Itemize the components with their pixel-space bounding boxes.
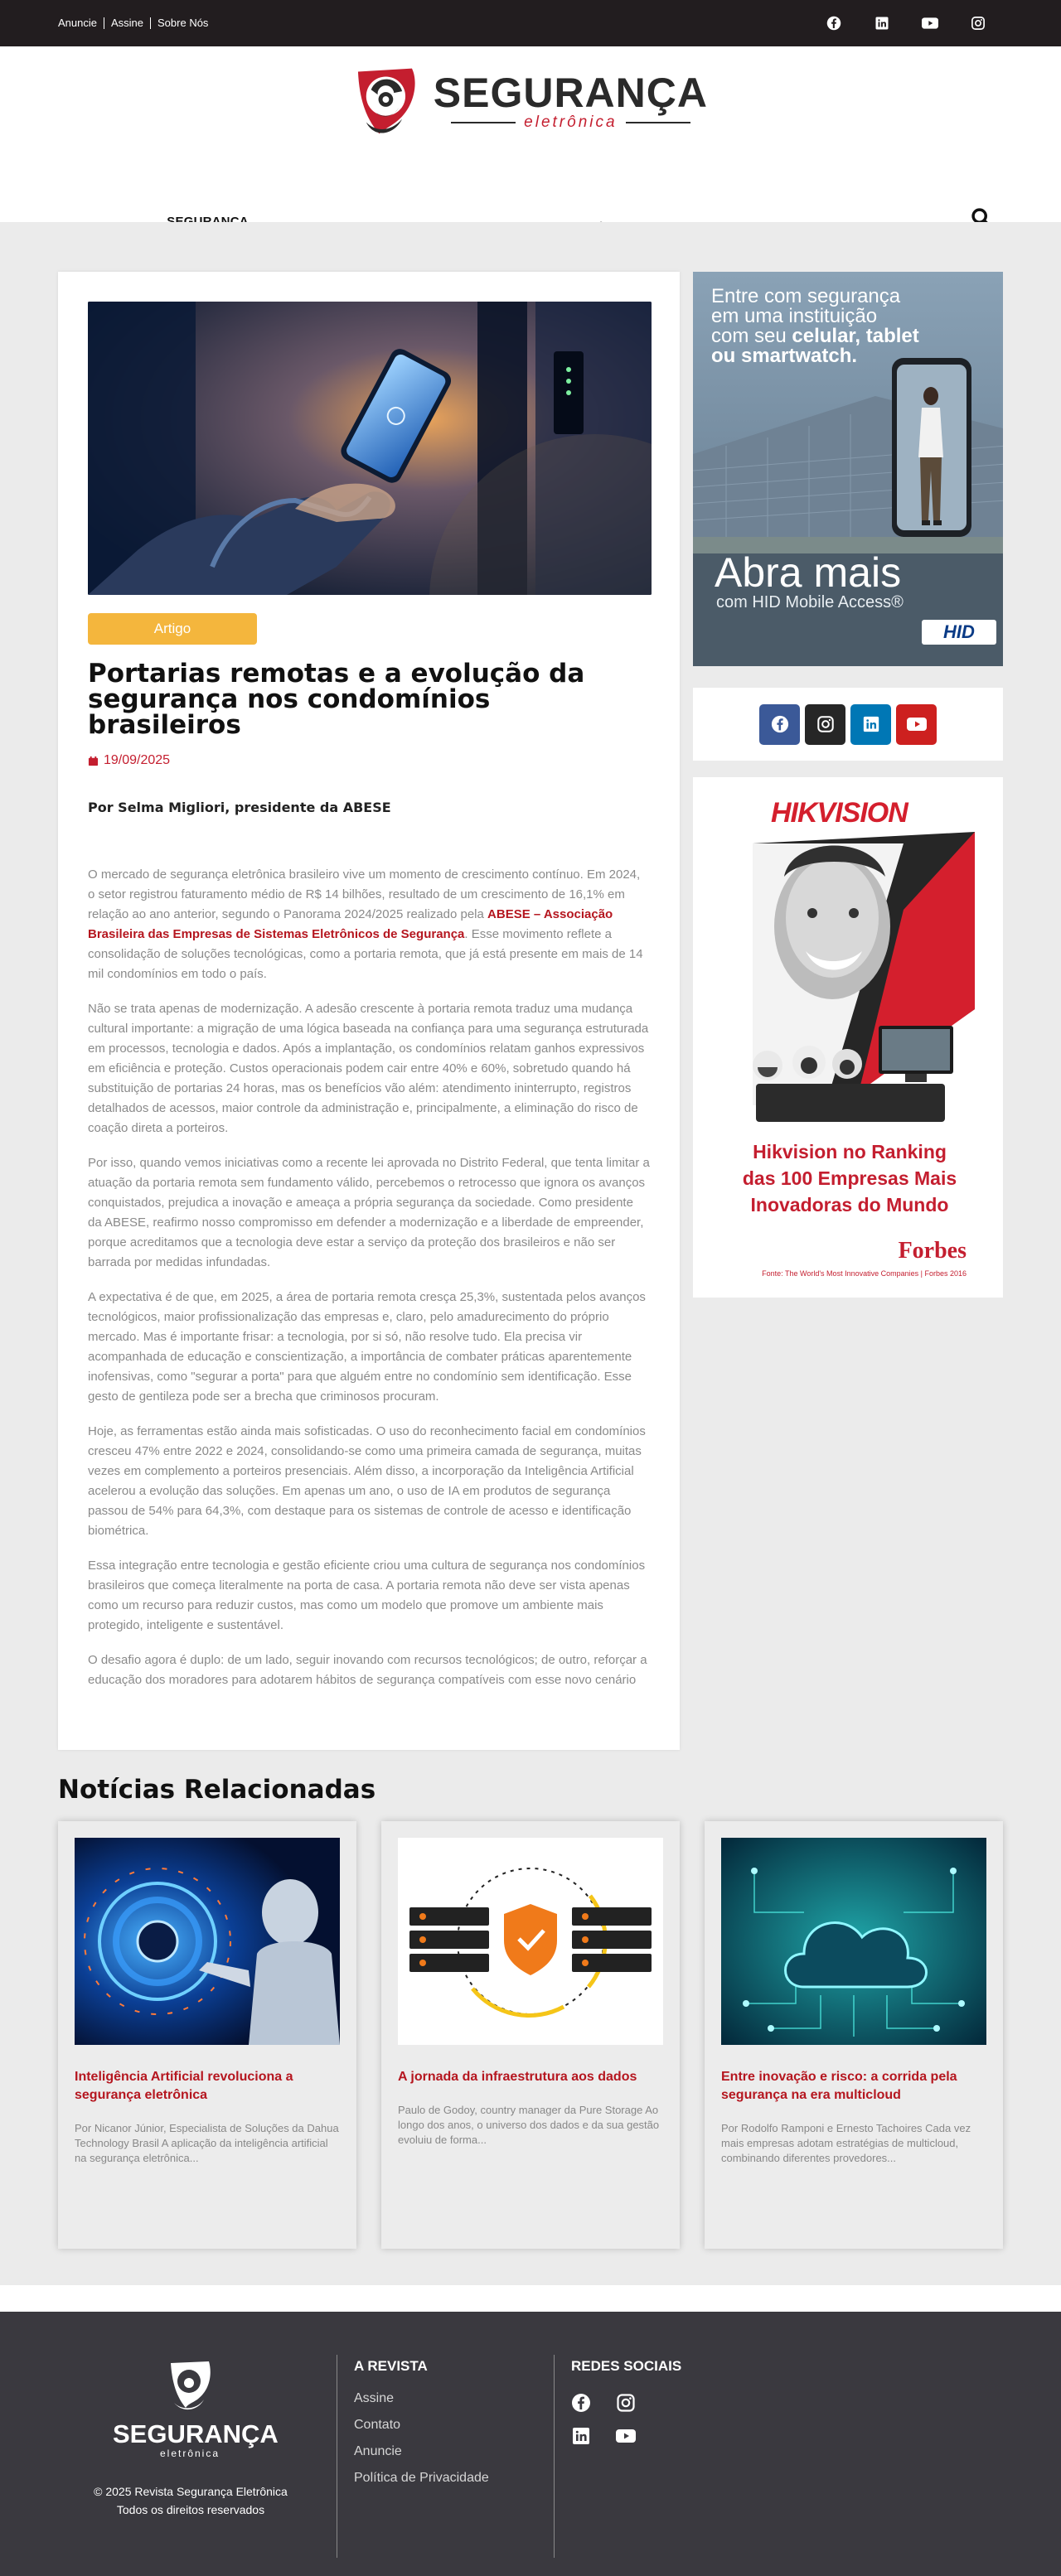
facebook-icon[interactable] [759, 704, 800, 745]
hikvision-ad-banner[interactable]: HIKVISION Hikvision no Ranking das 100 Empresas Mais Inovadoras do Mundo Forbes Fonte: The World's Most Innovative Companies | Forbes 2016 [693, 777, 1003, 1298]
article [58, 272, 680, 1750]
paragraph: Não se trata apenas de modernização. A adesão crescente à portaria remota traduz uma mudança cultural importante: a migração de uma lógica baseada na confiança para uma segurança estruturada em processos, tecnologia e dados. Após a implantação, os condomínios relatam ganhos expressivos em eficiência e proteção. Custos operacionais podem cair entre 40% e 60%, sobretudo quando há substituição de portarias 24 horas, mas os benefícios vão além: atendimento ininterrupto, registros detalhados de acessos, maior controle da administração e, principalmente, a eliminação do risco de coação direta a porteiros. [88, 1002, 649, 1135]
footer-link-anuncie[interactable]: Anuncie [354, 2444, 402, 2458]
top-link-sobre[interactable]: Sobre Nós [157, 17, 209, 29]
card-title[interactable]: Inteligência Artificial revoluciona a segurança eletrônica [75, 2070, 293, 2102]
footer-link-contato[interactable]: Contato [354, 2418, 401, 2432]
card-excerpt: Paulo de Godoy, country manager da Pure Storage Ao longo dos anos, o universo dos dados e da sua gestão evoluiu de forma... [398, 2104, 660, 2146]
footer-copyright: © 2025 Revista Segurança Eletrônica Todos os direitos reservados [94, 2485, 288, 2516]
footer-social-icons [571, 2393, 679, 2446]
footer-col-title: REDES SOCIAIS [571, 2358, 682, 2374]
ad-headline: Abra mais [715, 549, 902, 596]
paragraph: Por isso, quando vemos iniciativas como a recente lei aprovada no Distrito Federal, que tenta limitar a atuação da portaria remota sem fundamento válido, percebemos o retrocesso que ignora os avanços conquistados, prejudica a inovação e ameaça a própria segurança da sociedade. Como presidente da ABESE, reafirmo nosso compromisso em defender a modernização e a liberdade de empreender, porque acreditamos que a tecnologia deve estar a serviço da proteção dos brasileiros e não ser barrada por medidas infundadas. [88, 1156, 650, 1269]
hid-logo: HID [943, 621, 975, 642]
youtube-icon[interactable] [616, 2426, 636, 2446]
footer-link-assine[interactable]: Assine [354, 2391, 395, 2405]
article-category-tag[interactable]: Artigo [88, 613, 257, 645]
facebook-icon[interactable] [571, 2393, 591, 2413]
paragraph: Essa integração entre tecnologia e gestão eficiente criou uma cultura de segurança nos condomínios brasileiros que começa literalmente na porta de casa. A portaria remota não deve ser vista apenas como um recurso para reduzir custos, mas como um modelo que promove um ambiente mais protegido, inteligente e sustentável. [88, 1559, 646, 1632]
article-hero-image [88, 302, 652, 595]
related-news-title: Notícias Relacionadas [58, 1775, 376, 1805]
article-date-text: 19/09/2025 [104, 753, 171, 767]
footer-col-title: A REVISTA [354, 2358, 428, 2374]
related-card[interactable] [705, 1821, 1003, 2249]
site-footer [0, 2312, 1061, 2576]
spacer [0, 2285, 1061, 2312]
facebook-icon[interactable] [826, 15, 842, 31]
related-card[interactable] [58, 1821, 356, 2249]
article-author: Por Selma Migliori, presidente da ABESE [88, 800, 391, 815]
site-logo[interactable] [355, 61, 708, 141]
logo-title: SEGURANÇA [433, 70, 708, 116]
footer-logo-title: SEGURANÇA [113, 2419, 279, 2448]
article-body [88, 865, 650, 1690]
main-content [0, 222, 1061, 2285]
related-card[interactable] [381, 1821, 680, 2249]
footer-logo-sub: eletrônica [159, 2448, 220, 2459]
card-image [75, 1838, 340, 2045]
paragraph: Hoje, as ferramentas estão ainda mais sofisticadas. O uso do reconhecimento facial em condomínios cresceu 47% entre 2022 e 2024, consolidando-se como uma primeira camada de segurança, muitas vezes em complemento a porteiros presenciais. Além disso, a incorporação da Inteligência Artificial acelerou a evolução das soluções. Em apenas um ano, o uso de IA em produtos de segurança passou de 54% para 64,3%, com destaque para os sistemas de controle de acesso e identificação biométrica. [88, 1424, 646, 1538]
paragraph: A expectativa é de que, em 2025, a área de portaria remota cresça 25,3%, sustentada pelos avanços tecnológicos, maior profissionalização das empresas e, claro, pelo amadurecimento do próprio mercado. Mas é importante frisar: a tecnologia, por si só, não resolve tudo. Ela precisa vir acompanhada de educação e conscientização, a importância de combater práticas aparentemente inofensivas, como "segurar a porta" para que alguém entre no condomínio sem identificação. Esse gesto de gentileza pode ser a brecha que criminosos procuram. [88, 1290, 646, 1404]
card-title[interactable]: Entre inovação e risco: a corrida pela segurança na era multicloud [721, 2070, 957, 2102]
paragraph: O desafio agora é duplo: de um lado, seguir inovando com recursos tecnológicos; de outro, reforçar a educação dos moradores para adotarem hábitos de segurança compatíveis com esse novo cenário [88, 1653, 647, 1687]
article-date [88, 753, 650, 768]
instagram-icon[interactable] [970, 15, 986, 31]
hik-headline: Hikvision no Ranking [753, 1141, 947, 1162]
instagram-icon[interactable] [805, 704, 845, 745]
instagram-icon[interactable] [616, 2393, 636, 2413]
top-links [58, 17, 215, 29]
linkedin-icon[interactable] [874, 15, 890, 31]
youtube-icon[interactable] [922, 15, 938, 31]
calendar-icon [88, 756, 99, 766]
article-title: Portarias remotas e a evolução da segurança nos condomínios brasileiros [88, 659, 585, 740]
logo-subtitle: eletrônica [524, 114, 618, 131]
abese-link[interactable]: ABESE – Associação Brasileira das Empresas de Sistemas Eletrônicos de Segurança [88, 907, 613, 941]
hid-ad-banner[interactable]: Entre com segurança em uma instituição com seu celular, tablet ou smartwatch. Abra mais com HID Mobile Access® HID [693, 272, 1003, 666]
youtube-icon[interactable] [896, 704, 937, 745]
footer-col-revista [337, 2355, 554, 2558]
card-excerpt: Por Nicanor Júnior, Especialista de Soluções da Dahua Technology Brasil A aplicação da inteligência artificial na segurança eletrônica... [75, 2122, 339, 2164]
card-title[interactable]: A jornada da infraestrutura aos dados [398, 2070, 637, 2084]
card-image [721, 1838, 986, 2045]
top-bar [0, 0, 1061, 46]
top-link-assine[interactable]: Assine [104, 17, 151, 29]
site-header [0, 46, 1061, 222]
card-image [398, 1838, 663, 2045]
footer-logo[interactable] [113, 2361, 279, 2465]
linkedin-icon[interactable] [850, 704, 891, 745]
hikvision-logo: HIKVISION [771, 797, 908, 829]
top-social-icons [826, 15, 1003, 31]
sidebar-social [693, 688, 1003, 761]
linkedin-icon[interactable] [571, 2426, 591, 2446]
logo-shield-icon [355, 65, 422, 138]
card-excerpt: Por Rodolfo Ramponi e Ernesto Tachoires Cada vez mais empresas adotam estratégias de multicloud, combinando diferentes provedores... [721, 2122, 971, 2164]
related-news-cards [58, 1821, 1003, 2249]
paragraph: O mercado de segurança eletrônica brasileiro vive um momento de crescimento contínuo. Em 2024, o setor registrou faturamento médio de R$ 14 bilhões, resultado de um crescimento de 16,1% em relação ao ano anterior, segundo o Panorama 2024/2025 realizado pela ABESE – Associação Brasileira das Empresas de Sistemas Eletrônicos de Segurança. Esse movimento reflete a consolidação de soluções tecnológicas, como a portaria remota, que já está presente em mais de 14 mil condomínios em todo o país. [88, 868, 643, 981]
sidebar [693, 272, 1003, 1298]
footer-link-privacidade[interactable]: Política de Privacidade [354, 2471, 489, 2485]
forbes-logo: Forbes [898, 1238, 967, 1264]
footer-col-redes [554, 2355, 769, 2558]
top-link-anuncie[interactable]: Anuncie [58, 17, 104, 29]
